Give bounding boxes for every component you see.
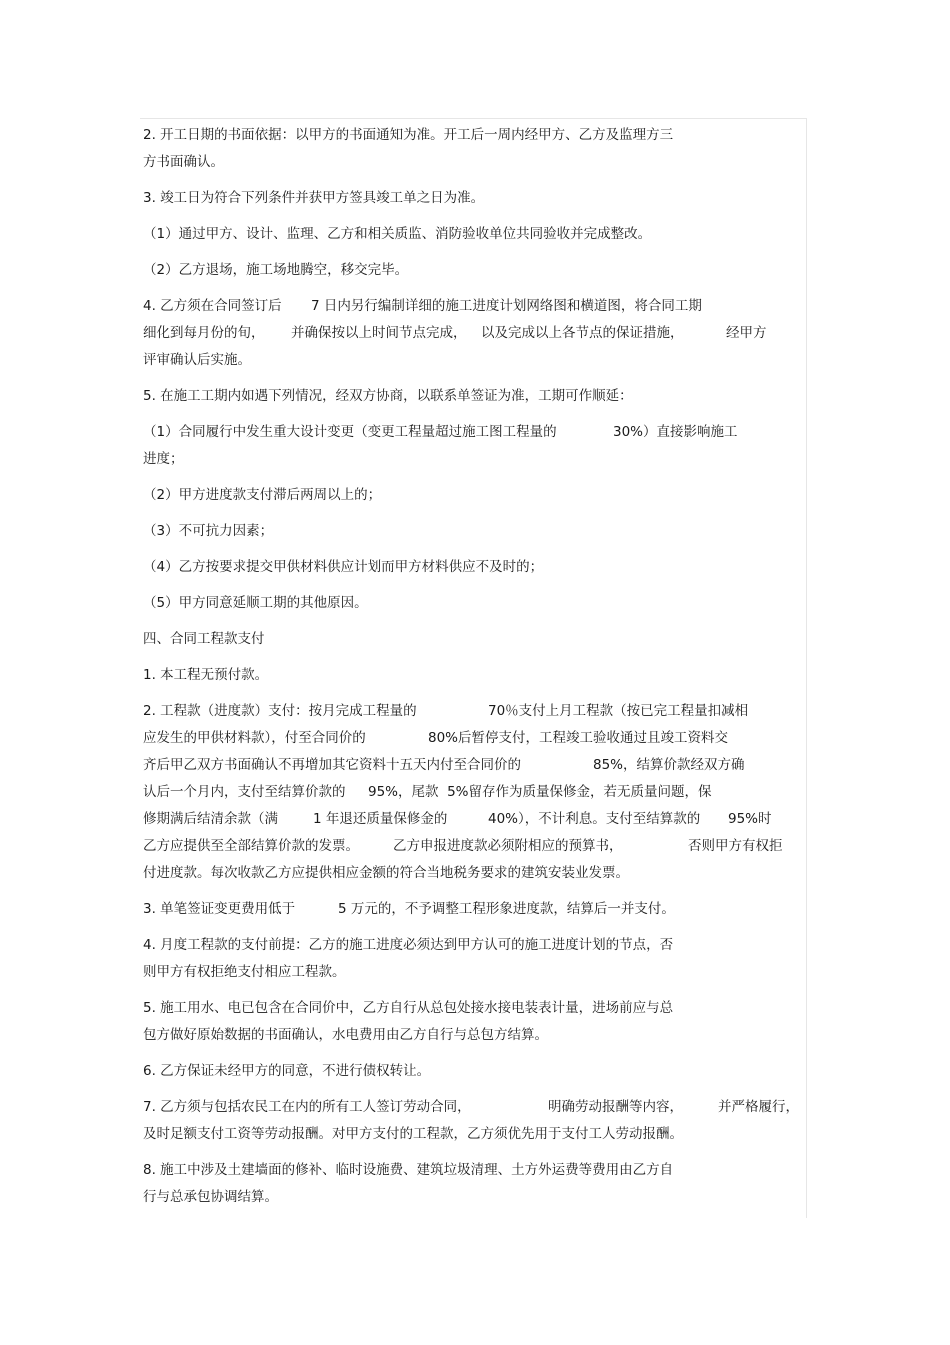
text-segment: 95%时 [728,811,772,827]
text-line [143,779,805,806]
text-segment: 否则甲方有权拒 [688,838,783,854]
text-segment: 7 日内另行编制详细的施工进度计划网络图和横道图，将合同工期 [311,298,702,314]
text-line [143,1022,805,1049]
paragraph [143,1157,805,1211]
paragraph [143,1058,805,1085]
text-segment: 包方做好原始数据的书面确认，水电费用由乙方自行与总包方结算。 [143,1027,548,1043]
text-line [143,995,805,1022]
text-line [143,383,805,410]
text-segment: 认后一个月内，支付至结算价款的 [143,784,346,800]
paragraph [143,482,805,509]
text-line [143,626,805,653]
text-segment: 及时足额支付工资等劳动报酬。对甲方支付的工程款，乙方须优先用于支付工人劳动报酬。 [143,1126,683,1142]
paragraph [143,221,805,248]
text-segment: 3. 竣工日为符合下列条件并获甲方签具竣工单之日为准。 [143,190,485,206]
paragraph [143,554,805,581]
text-segment: 以及完成以上各节点的保证措施， [481,325,684,341]
text-line [143,347,805,374]
text-line [143,590,805,617]
text-segment: 5 万元的，不予调整工程形象进度款，结算后一并支付。 [338,901,675,917]
text-line [143,554,805,581]
text-line [143,221,805,248]
text-line [143,149,805,176]
text-line [143,122,805,149]
text-segment: 30%）直接影响施工 [613,424,738,440]
paragraph [143,383,805,410]
text-line [143,662,805,689]
text-segment: 行与总承包协调结算。 [143,1189,278,1205]
text-segment: 1 年退还质量保修金的 [313,811,448,827]
text-line [143,1058,805,1085]
paragraph [143,518,805,545]
text-line [143,959,805,986]
text-segment: 5. 在施工工期内如遇下列情况，经双方协商，以联系单签证为准，工期可作顺延： [143,388,633,404]
text-segment: 付进度款。每次收款乙方应提供相应金额的符合当地税务要求的建筑安装业发票。 [143,865,629,881]
text-segment: 7. 乙方须与包括农民工在内的所有工人签订劳动合同， [143,1099,471,1115]
text-segment: 则甲方有权拒绝支付相应工程款。 [143,964,346,980]
text-line [143,806,805,833]
paragraph [143,122,805,176]
paragraph [143,896,805,923]
text-line [143,1094,805,1121]
text-segment: 4. 乙方须在合同签订后 [143,298,282,314]
text-line [143,1184,805,1211]
text-segment: 明确劳动报酬等内容， [548,1099,683,1115]
text-segment: 并严格履行， [718,1099,799,1115]
text-segment: 四、合同工程款支付 [143,631,265,647]
text-segment: 80%后暂停支付，工程竣工验收通过且竣工资料交 [428,730,729,746]
text-segment: 乙方申报进度款必须附相应的预算书， [393,838,623,854]
paragraph [143,932,805,986]
text-segment: 3. 单笔签证变更费用低于 [143,901,296,917]
text-segment: 细化到每月份的旬， [143,325,265,341]
paragraph [143,419,805,473]
page-border-right [806,118,807,1218]
text-line [143,518,805,545]
text-segment: 修期满后结清余款（满 [143,811,278,827]
text-line [143,1157,805,1184]
text-segment: （2）甲方进度款支付滞后两周以上的； [143,487,382,503]
text-line [143,185,805,212]
document-body [143,122,805,1220]
text-segment: （1）通过甲方、设计、监理、乙方和相关质监、消防验收单位共同验收并完成整改。 [143,226,652,242]
text-line [143,482,805,509]
paragraph [143,1094,805,1148]
text-segment: 85%，结算价款经双方确 [593,757,745,773]
text-segment: 并确保按以上时间节点完成， [291,325,467,341]
text-line [143,446,805,473]
text-line [143,752,805,779]
text-segment: 进度； [143,451,184,467]
text-segment: 70％支付上月工程款（按已完工程量扣减相 [488,703,749,719]
text-segment: （2）乙方退场，施工场地腾空，移交完毕。 [143,262,409,278]
text-segment: （3）不可抗力因素； [143,523,274,539]
text-segment: 方书面确认。 [143,154,224,170]
paragraph [143,995,805,1049]
text-line [143,932,805,959]
text-line [143,257,805,284]
text-line [143,725,805,752]
text-segment: 8. 施工中涉及土建墙面的修补、临时设施费、建筑垃圾清理、土方外运费等费用由乙方自 [143,1162,674,1178]
text-line [143,419,805,446]
text-segment: 应发生的甲供材料款），付至合同价的 [143,730,366,746]
paragraph [143,590,805,617]
text-segment: 5. 施工用水、电已包含在合同价中，乙方自行从总包处接水接电装表计量，进场前应与总 [143,1000,674,1016]
text-segment: 齐后甲乙双方书面确认不再增加其它资料十五天内付至合同价的 [143,757,521,773]
text-segment: 2. 工程款（进度款）支付：按月完成工程量的 [143,703,417,719]
paragraph [143,662,805,689]
text-line [143,833,805,860]
paragraph [143,293,805,374]
text-segment: 4. 月度工程款的支付前提：乙方的施工进度必须达到甲方认可的施工进度计划的节点，否 [143,937,674,953]
paragraph [143,257,805,284]
text-segment: 评审确认后实施。 [143,352,251,368]
text-segment: 经甲方 [726,325,767,341]
text-segment: 乙方应提供至全部结算价款的发票。 [143,838,359,854]
text-segment: 95%，尾款 5%留存作为质量保修金，若无质量问题，保 [368,784,712,800]
text-line [143,1121,805,1148]
text-line [143,860,805,887]
text-line [143,698,805,725]
text-segment: （4）乙方按要求提交甲供材料供应计划而甲方材料供应不及时的； [143,559,544,575]
paragraph [143,626,805,653]
paragraph [143,185,805,212]
text-segment: （5）甲方同意延顺工期的其他原因。 [143,595,368,611]
text-line [143,896,805,923]
paragraph [143,698,805,887]
text-segment: 40%），不计利息。支付至结算款的 [488,811,701,827]
text-segment: （1）合同履行中发生重大设计变更（变更工程量超过施工图工程量的 [143,424,557,440]
text-segment: 1. 本工程无预付款。 [143,667,269,683]
text-line [143,293,805,320]
text-segment: 2. 开工日期的书面依据：以甲方的书面通知为准。开工后一周内经甲方、乙方及监理方三 [143,127,674,143]
text-line [143,320,805,347]
text-segment: 6. 乙方保证未经甲方的同意，不进行债权转让。 [143,1063,431,1079]
page-border-top [140,118,807,119]
